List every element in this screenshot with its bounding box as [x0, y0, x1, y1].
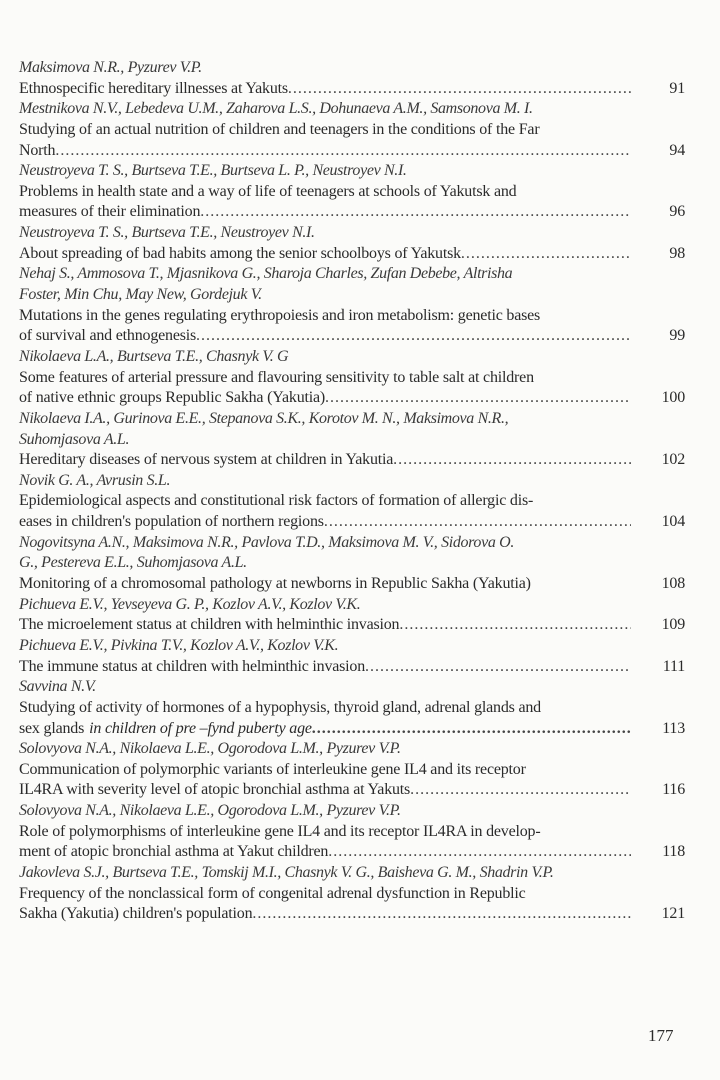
title-text-wrap — [19, 574, 631, 595]
toc-entry — [19, 801, 687, 863]
entry-authors: Savvina N.V. — [19, 678, 96, 696]
toc-entry — [19, 409, 687, 471]
page-number: 177 — [648, 1026, 674, 1045]
entry-title: eases in children's population of northern regions — [19, 513, 324, 531]
entry-authors: Nikolaeva L.A., Burtseva T.E., Chasnyk V. G — [19, 347, 289, 365]
entry-page-number: 108 — [661, 575, 685, 593]
entry-authors: Neustroyeva T. S., Burtseva T.E., Neustroyev N.I. — [19, 224, 315, 242]
entry-page-number: 98 — [669, 244, 685, 262]
entry-authors: Novik G. A., Avrusin S.L. — [19, 471, 171, 489]
entry-title-line — [19, 141, 687, 162]
entry-title: of native ethnic groups Republic Sakha (Yakutia) — [19, 389, 326, 407]
entry-authors: Neustroyeva T. S., Burtseva T.E., Burtseva L. P., Neustroyev N.I. — [19, 162, 407, 180]
title-text-wrap — [19, 491, 631, 512]
entry-authors: Solovyova N.A., Nikolaeva L.E., Ogorodova L.M., Pyzurev V.P. — [19, 740, 401, 758]
entry-title-line — [19, 574, 687, 595]
entry-authors: Nehaj S., Ammosova T., Mjasnikova G., Sharoja Charles, Zufan Debebe, Altrisha — [19, 265, 513, 283]
entry-title-line — [19, 822, 687, 843]
dot-leader — [200, 202, 631, 223]
dot-leader — [461, 244, 631, 265]
dot-leader — [365, 657, 631, 678]
entry-title: ment of atopic bronchial asthma at Yakut children — [19, 843, 329, 861]
entry-title-line — [19, 79, 687, 100]
entry-title: Communication of polymorphic variants of interleukine gene IL4 and its receptor — [19, 760, 526, 778]
toc-entry — [19, 223, 687, 264]
entry-authors: G., Pestereva E.L., Suhomjasova A.L. — [19, 554, 247, 572]
entry-page-number: 111 — [662, 657, 685, 675]
toc-entry — [19, 595, 687, 636]
entry-page-number: 116 — [662, 781, 685, 799]
entry-authors: Nogovitsyna A.N., Maksimova N.R., Pavlova T.D., Maksimova M. V., Sidorova O. — [19, 533, 514, 551]
title-text-wrap — [19, 202, 631, 223]
title-text-wrap — [19, 780, 631, 801]
entry-authors: Nikolaeva I.A., Gurinova E.E., Stepanova S.K., Korotov M. N., Maksimova N.R., — [19, 409, 509, 427]
title-text-wrap — [19, 512, 631, 533]
title-text-wrap — [19, 698, 631, 719]
entry-title-line — [19, 657, 687, 678]
entry-title: Epidemiological aspects and constitutional risk factors of formation of allergic dis- — [19, 492, 534, 510]
toc-entry — [19, 264, 687, 347]
dot-leader — [312, 719, 631, 740]
title-text-wrap — [19, 182, 631, 203]
dot-leader — [288, 79, 631, 100]
title-text-wrap — [19, 615, 631, 636]
toc-entry — [19, 863, 687, 925]
entry-page-number: 99 — [669, 327, 685, 345]
toc-entry — [19, 471, 687, 533]
entry-title: Studying of activity of hormones of a hypophysis, thyroid gland, adrenal glands and — [19, 698, 541, 716]
entry-authors: Pichueva E.V., Pivkina T.V., Kozlov A.V., Kozlov V.K. — [19, 636, 339, 654]
title-text-wrap — [19, 760, 631, 781]
entry-title-line — [19, 719, 687, 740]
title-text-wrap — [19, 244, 631, 265]
toc-entry — [19, 636, 687, 677]
entry-page-number: 94 — [669, 141, 685, 159]
entry-page-number: 113 — [662, 719, 685, 737]
entry-title: sex glands — [19, 719, 85, 737]
entry-title-line — [19, 491, 687, 512]
entry-title: The immune status at children with helminthic invasion — [19, 657, 366, 675]
entry-authors: Solovyova N.A., Nikolaeva L.E., Ogorodova L.M., Pyzurev V.P. — [19, 802, 401, 820]
entry-title-line — [19, 512, 687, 533]
entry-title: Ethnospecific hereditary illnesses at Yakuts — [19, 79, 288, 97]
title-text-wrap — [19, 657, 631, 678]
dot-leader — [252, 904, 631, 925]
entry-title-line — [19, 842, 687, 863]
entry-title-line — [19, 306, 687, 327]
title-text-wrap — [19, 904, 631, 925]
entry-title: Frequency of the nonclassical form of congenital adrenal dysfunction in Republic — [19, 884, 526, 902]
entry-title-line — [19, 615, 687, 636]
entry-authors: Foster, Min Chu, May New, Gordejuk V. — [19, 286, 262, 304]
toc-entry — [19, 533, 687, 595]
entry-title: Some features of arterial pressure and flavouring sensitivity to table salt at children — [19, 368, 534, 386]
title-text-wrap — [19, 884, 631, 905]
entry-authors: Maksimova N.R., Pyzurev V.P. — [19, 59, 202, 76]
title-text-wrap — [19, 306, 631, 327]
entry-title-line — [19, 760, 687, 781]
toc-entry — [19, 347, 687, 409]
entry-title-line — [19, 326, 687, 347]
toc-entry — [19, 677, 687, 739]
entry-title-italic: in children of pre –fynd puberty age — [89, 719, 312, 737]
title-text-wrap — [19, 388, 631, 409]
table-of-contents — [19, 58, 687, 925]
entry-title: Mutations in the genes regulating erythropoiesis and iron metabolism: genetic bases — [19, 306, 541, 324]
entry-title: The microelement status at children with helminthic invasion — [19, 616, 400, 634]
entry-title-line — [19, 698, 687, 719]
entry-title-line — [19, 780, 687, 801]
entry-title-line — [19, 884, 687, 905]
entry-title-line — [19, 388, 687, 409]
title-text-wrap — [19, 141, 631, 162]
dot-leader — [324, 512, 631, 533]
entry-title-line — [19, 368, 687, 389]
entry-title-line — [19, 244, 687, 265]
toc-entry — [19, 99, 687, 161]
entry-authors: Suhomjasova A.L. — [19, 430, 130, 448]
title-text-wrap — [19, 842, 631, 863]
entry-page-number: 104 — [661, 513, 685, 531]
toc-entry — [19, 739, 687, 801]
entry-title-line — [19, 904, 687, 925]
entry-title: measures of their elimination — [19, 203, 201, 221]
entry-page-number: 109 — [661, 616, 685, 634]
entry-authors: Mestnikova N.V., Lebedeva U.M., Zaharova L.S., Dohunaeva A.M., Samsonova M. I. — [19, 100, 533, 118]
dot-leader — [328, 842, 631, 863]
entry-title-line — [19, 450, 687, 471]
entry-page-number: 118 — [662, 843, 685, 861]
title-text-wrap — [19, 79, 631, 100]
entry-title-line — [19, 120, 687, 141]
entry-title-line — [19, 202, 687, 223]
dot-leader — [325, 388, 631, 409]
entry-page-number: 91 — [669, 79, 685, 97]
entry-title: Studying of an actual nutrition of children and teenagers in the conditions of the Far — [19, 120, 540, 138]
entry-authors: Pichueva E.V., Yevseyeva G. P., Kozlov A.V., Kozlov V.K. — [19, 595, 361, 613]
entry-page-number: 102 — [661, 451, 685, 469]
entry-title: IL4RA with severity level of atopic bronchial asthma at Yakuts — [19, 781, 411, 799]
entry-title: Problems in health state and a way of life of teenagers at schools of Yakutsk and — [19, 182, 517, 200]
title-text-wrap — [19, 120, 631, 141]
entry-title: Hereditary diseases of nervous system at children in Yakutia — [19, 451, 394, 469]
entry-title: Role of polymorphisms of interleukine gene IL4 and its receptor IL4RA in develop- — [19, 822, 541, 840]
entry-title: of survival and ethnogenesis — [19, 327, 197, 345]
dot-leader — [55, 141, 631, 162]
entry-title-line — [19, 182, 687, 203]
entry-authors: Jakovleva S.J., Burtseva T.E., Tomskij M.I., Chasnyk V. G., Baisheva G. M., Shadrin V.P. — [19, 863, 554, 881]
title-text-wrap — [19, 450, 631, 471]
toc-entry — [19, 58, 687, 99]
title-text-wrap — [19, 326, 631, 347]
entry-page-number: 100 — [661, 389, 685, 407]
entry-title: Sakha (Yakutia) children's population — [19, 905, 253, 923]
title-text-wrap — [19, 719, 631, 740]
entry-title: North — [19, 141, 56, 159]
toc-entry — [19, 161, 687, 223]
dot-leader — [410, 780, 631, 801]
entry-title: About spreading of bad habits among the senior schoolboys of Yakutsk — [19, 244, 461, 262]
dot-leader — [196, 326, 631, 347]
entry-page-number: 121 — [661, 905, 685, 923]
entry-page-number: 96 — [669, 203, 685, 221]
dot-leader — [399, 615, 631, 636]
title-text-wrap — [19, 368, 631, 389]
entry-title: Monitoring of a chromosomal pathology at newborns in Republic Sakha (Yakutia) — [19, 575, 531, 593]
dot-leader — [393, 450, 631, 471]
title-text-wrap — [19, 822, 631, 843]
